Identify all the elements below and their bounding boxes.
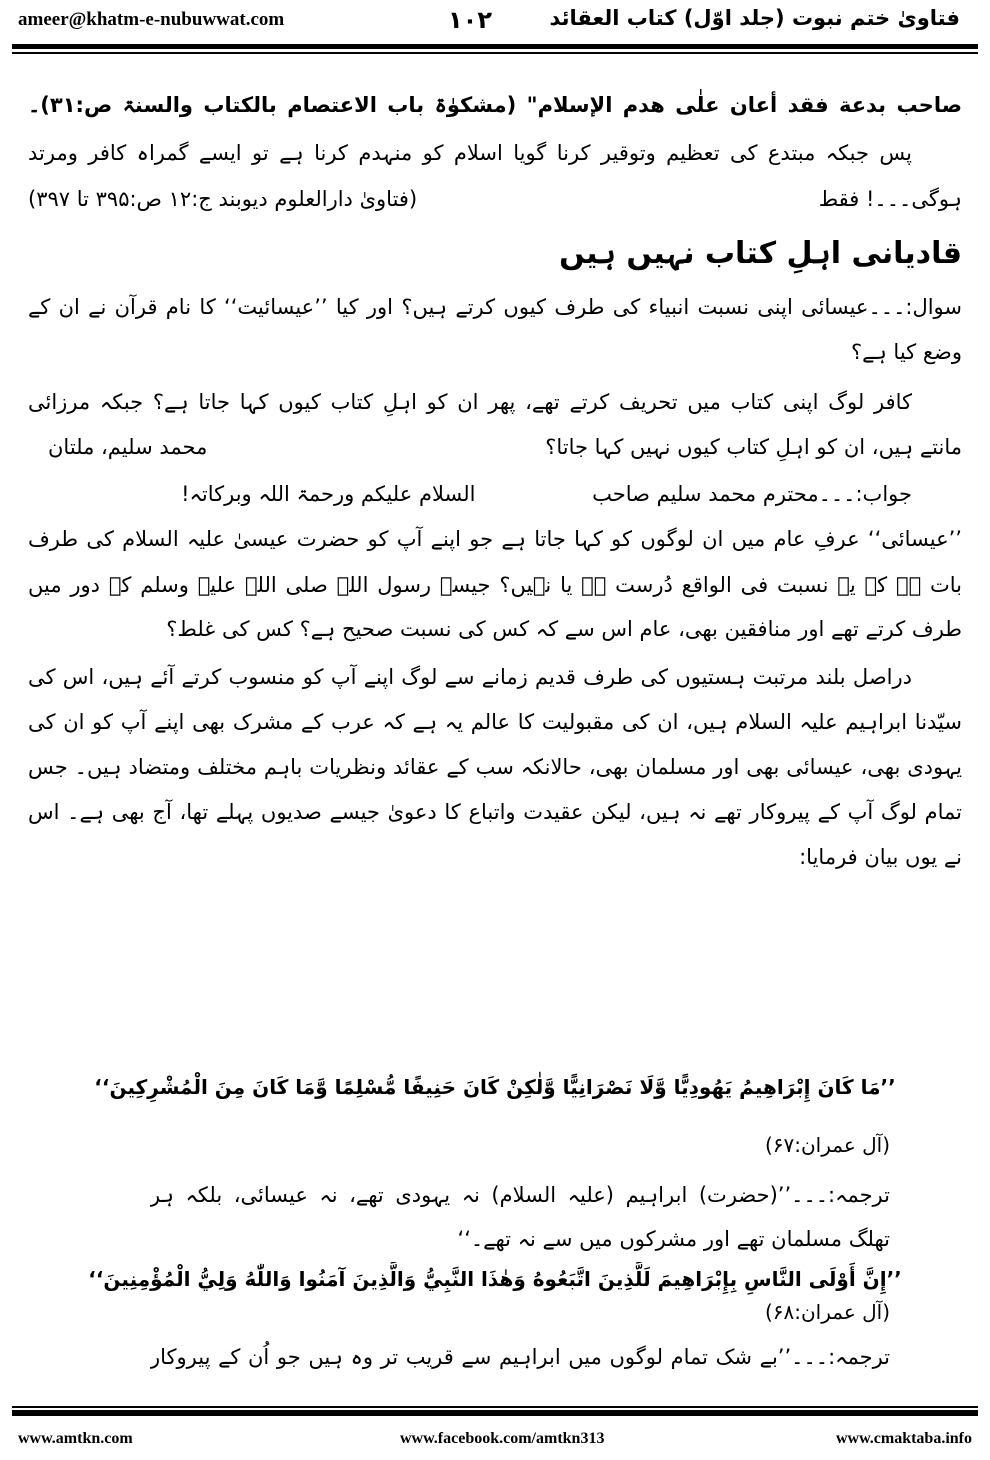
header-rule-thick bbox=[12, 44, 978, 49]
quran-verse: ’’مَا کَانَ إِبْرَاهِيمُ يَهُودِيًّا وَّلَا نَصْرَانِيًّا وَّلٰكِنْ كَانَ حَنِيفًا مُّسْلِمًا وَّمَا كَانَ مِنَ الْمُشْرِكِينَ‘‘ bbox=[94, 1075, 896, 1099]
text-line bbox=[28, 182, 962, 216]
text-line: تمام لوگ آپ کے پیروکار تھے نہ ہیں، لیکن عقیدت واتباع کا دعویٰ جیسے صدیوں پہلے تھا، آج بھی ہے۔ اس bbox=[28, 800, 962, 824]
section-heading: قادیانی اہلِ کتاب نہیں ہیں bbox=[559, 236, 962, 271]
book-title: فتاویٰ ختم نبوت (جلد اوّل) کتاب العقائد bbox=[549, 6, 960, 30]
verse-reference: (آل عمران:۶۷) bbox=[764, 1133, 890, 1157]
verse-reference: (آل عمران:۶۸) bbox=[764, 1300, 890, 1324]
text-segment: مانتے ہیں، ان کو اہلِ کتاب کیوں نہیں کہا جاتا؟ bbox=[545, 435, 962, 459]
text-line: نے یوں بیان فرمایا: bbox=[799, 845, 962, 869]
header-email: ameer@khatm-e-nubuwwat.com bbox=[18, 9, 285, 30]
salam: السلام علیکم ورحمۃ اللہ وبرکاتہ! bbox=[181, 482, 476, 506]
question-line: وضع کیا ہے؟ bbox=[851, 340, 962, 364]
footer-rule-thick bbox=[12, 1410, 978, 1416]
footer-rule-thin bbox=[12, 1406, 978, 1408]
footer-link-facebook[interactable]: www.facebook.com/amtkn313 bbox=[400, 1430, 605, 1447]
text-line: طرف کرتے تھے اور منافقین بھی، عام اس سے کہ کس کی نسبت صحیح ہے؟ کس کی غلط؟ bbox=[166, 617, 962, 641]
footer-link-cmaktaba[interactable]: www.cmaktaba.info bbox=[835, 1430, 972, 1447]
question-line: سوال:۔۔۔عیسائی اپنی نسبت انبیاء کی طرف کیوں کرتے ہیں؟ اور کیا ’’عیسائیت‘‘ کا نام قرآن نے ان کے bbox=[28, 295, 962, 319]
text-line: دراصل بلند مرتبت ہستیوں کی طرف قدیم زمانے سے لوگ اپنے آپ کو منسوب کرتے آئے ہیں، اس کی bbox=[28, 665, 912, 689]
addressee: جواب:۔۔۔محترم محمد سلیم صاحب bbox=[592, 482, 912, 506]
question-line: کافر لوگ اپنی کتاب میں تحریف کرتے تھے، پھر ان کو اہلِ کتاب کیوں کہا جاتا ہے؟ جبکہ مرزائی bbox=[28, 390, 912, 414]
answer-greeting bbox=[28, 477, 912, 511]
translation-line: ترجمہ:۔۔۔’’(حضرت) ابراہیم (علیہ السلام) نہ یہودی تھے، نہ عیسائی، بلکہ ہر bbox=[150, 1183, 890, 1207]
text-line: پس جبکہ مبتدع کی تعظیم وتوقیر کرنا گویا اسلام کو منہدم کرنا ہے تو ایسے گمراہ کافر ومرتد bbox=[28, 141, 912, 165]
quran-verse: ’’إِنَّ أَوْلَى النَّاسِ بِإِبْرَاهِيمَ لَلَّذِينَ اتَّبَعُوهُ وَهٰذَا النَّبِيُّ وَالَّذِينَ آمَنُوا وَاللّٰهُ وَلِيُّ الْمُؤْمِنِينَ‘‘ bbox=[88, 1267, 902, 1291]
text-line: سیّدنا ابراہیم علیہ السلام ہیں، ان کی مقبولیت کا عالم یہ ہے کہ عرب کے مشرک بھی اپنے آپ کو ان کی bbox=[28, 710, 962, 734]
translation-line: تھلگ مسلمان تھے اور مشرکوں میں سے نہ تھے۔‘‘ bbox=[457, 1227, 890, 1251]
header-rule-thin bbox=[12, 52, 978, 54]
question-line bbox=[28, 430, 962, 464]
translation-line: ترجمہ:۔۔۔’’بے شک تمام لوگوں میں ابراہیم سے قریب تر وہ ہیں جو اُن کے پیروکار bbox=[150, 1345, 890, 1369]
text-line: صاحب بدعة فقد أعان علٰى هدم الإسلام" (مشکوٰۃ باب الاعتصام بالکتاب والسنۃ ص:۳۱)۔ bbox=[28, 93, 962, 117]
footer-link-amtkn[interactable]: www.amtkn.com bbox=[18, 1430, 133, 1447]
text-line: بات ہے کہ یہ نسبت فی الواقع دُرست ہے یا نہیں؟ جیسے رسول اللہ صلی اللہ علیہ وسلم کے دور میں bbox=[28, 573, 962, 597]
text-line: یہودی بھی، عیسائی بھی اور مسلمان بھی، حالانکہ سب کے عقائد ونظریات باہم مختلف ومتضاد ہیں۔ جس bbox=[28, 755, 962, 779]
sender-name: محمد سلیم، ملتان bbox=[48, 435, 208, 459]
text-line: ’’عیسائی‘‘ عرفِ عام میں ان لوگوں کو کہا جاتا ہے جو اپنے آپ کو حضرت عیسیٰ علیہ السلام کی طرف bbox=[28, 527, 962, 551]
text-segment: ہوگی۔۔۔! فقط bbox=[818, 187, 962, 211]
page-number: ۱۰۲ bbox=[448, 6, 492, 34]
citation: (فتاویٰ دارالعلوم دیوبند ج:۱۲ ص:۳۹۵ تا ۳۹۷) bbox=[28, 187, 418, 211]
